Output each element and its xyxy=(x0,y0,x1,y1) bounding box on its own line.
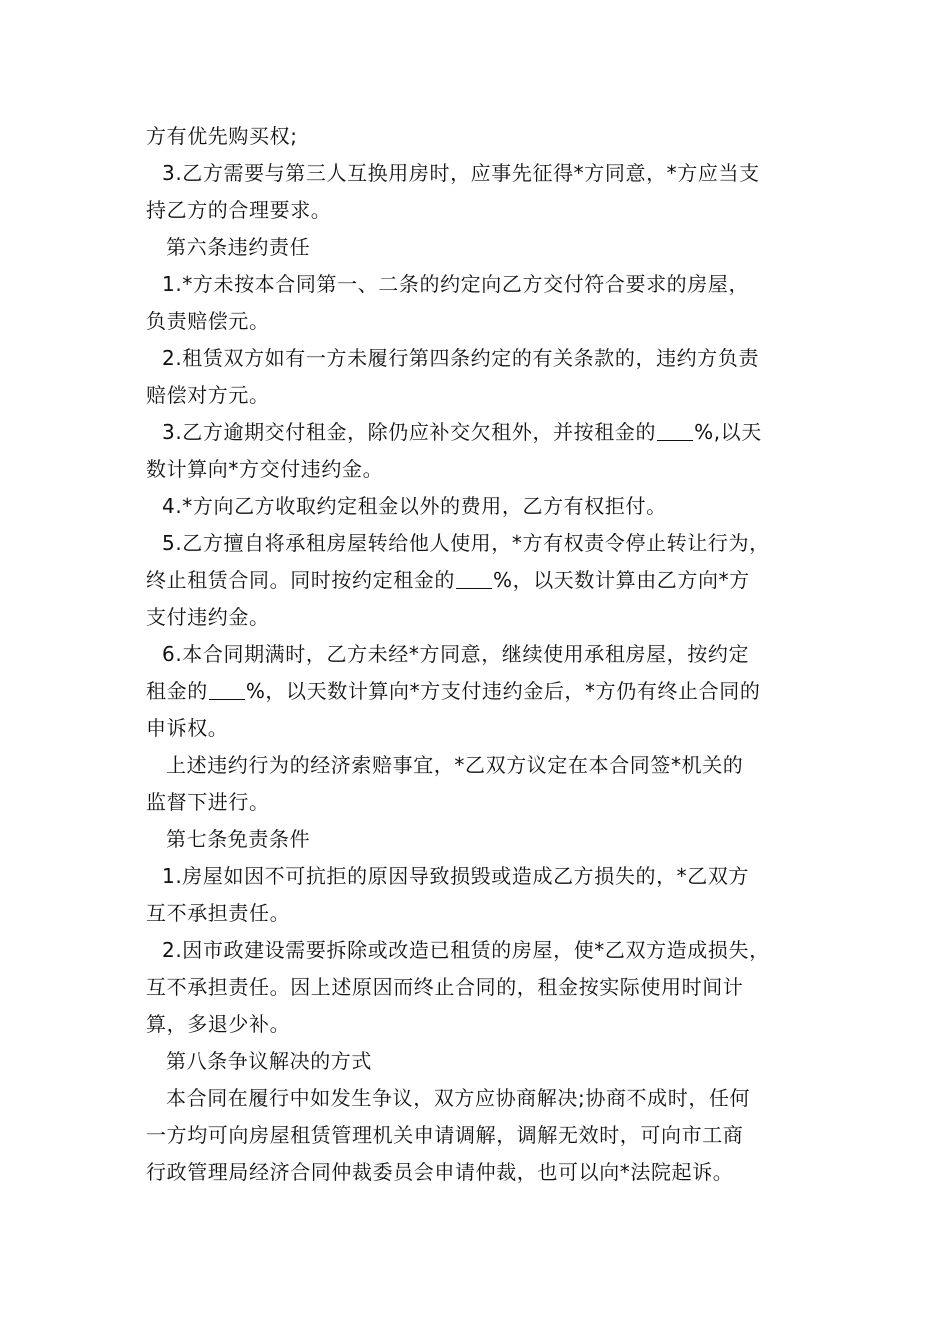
text-segment: 负责赔偿元。 xyxy=(146,309,270,333)
text-line xyxy=(146,747,810,784)
text-line xyxy=(146,266,810,303)
text-segment: 申诉权。 xyxy=(146,716,229,740)
text-segment: 第七条免责条件 xyxy=(166,827,311,851)
text-line xyxy=(146,599,810,636)
text-segment: 支付违约金。 xyxy=(146,605,270,629)
text-line xyxy=(146,229,810,266)
text-segment: 持乙方的合理要求。 xyxy=(146,198,332,222)
text-line xyxy=(146,1154,810,1191)
text-segment: 行政管理局经济合同仲裁委员会申请仲裁，也可以向*法院起诉。 xyxy=(146,1160,734,1184)
text-segment: 终止租赁合同。同时按约定租金的 xyxy=(146,568,455,592)
text-line xyxy=(146,377,810,414)
text-line xyxy=(146,858,810,895)
text-segment: %,以天 xyxy=(694,420,762,444)
text-segment: 本合同在履行中如发生争议，双方应协商解决;协商不成时，任何 xyxy=(166,1086,751,1110)
text-line xyxy=(146,118,810,155)
document-body xyxy=(146,118,810,1191)
text-segment: 租金的 xyxy=(146,679,208,703)
text-line xyxy=(146,784,810,821)
text-line xyxy=(146,1006,810,1043)
text-segment: 互不承担责任。因上述原因而终止合同的，租金按实际使用时间计 xyxy=(146,975,744,999)
text-segment: 监督下进行。 xyxy=(146,790,270,814)
text-line xyxy=(146,340,810,377)
text-line xyxy=(146,636,810,673)
text-segment: 方有优先购买权; xyxy=(146,124,298,148)
text-line xyxy=(146,414,810,451)
text-segment: 上述违约行为的经济索赔事宜，*乙双方议定在本合同签*机关的 xyxy=(166,753,744,777)
text-line xyxy=(146,562,810,599)
text-line xyxy=(146,451,810,488)
text-segment: 一方均可向房屋租赁管理机关申请调解，调解无效时，可向市工商 xyxy=(146,1123,744,1147)
text-line xyxy=(146,488,810,525)
text-line xyxy=(146,1080,810,1117)
text-line xyxy=(146,932,810,969)
text-segment: 4.*方向乙方收取约定租金以外的费用，乙方有权拒付。 xyxy=(162,494,667,518)
text-line xyxy=(146,303,810,340)
text-segment: 1.房屋如因不可抗拒的原因导致损毁或造成乙方损失的，*乙双方 xyxy=(162,864,750,888)
text-line xyxy=(146,895,810,932)
text-segment: 5.乙方擅自将承租房屋转给他人使用，*方有权责令停止转让行为， xyxy=(162,531,770,555)
text-segment: 数计算向*方交付违约金。 xyxy=(146,457,384,481)
text-segment: 互不承担责任。 xyxy=(146,901,291,925)
text-line xyxy=(146,525,810,562)
text-segment: 2.因市政建设需要拆除或改造已租赁的房屋，使*乙双方造成损失， xyxy=(162,938,770,962)
text-segment: 第六条违约责任 xyxy=(166,235,311,259)
text-line xyxy=(146,155,810,192)
text-segment: 算，多退少补。 xyxy=(146,1012,291,1036)
text-segment: 3.乙方需要与第三人互换用房时，应事先征得*方同意，*方应当支 xyxy=(162,161,760,185)
text-segment: 第八条争议解决的方式 xyxy=(166,1049,372,1073)
text-line xyxy=(146,673,810,710)
fill-in-blank xyxy=(657,422,693,441)
text-line xyxy=(146,1043,810,1080)
text-line xyxy=(146,969,810,1006)
text-line xyxy=(146,821,810,858)
text-segment: 3.乙方逾期交付租金，除仍应补交欠租外，并按租金的 xyxy=(162,420,657,444)
text-segment: %，以天数计算向*方支付违约金后，*方仍有终止合同的 xyxy=(245,679,761,703)
text-segment: 2.租赁双方如有一方未履行第四条约定的有关条款的，违约方负责 xyxy=(162,346,760,370)
text-segment: %，以天数计算由乙方向*方 xyxy=(493,568,750,592)
text-segment: 1.*方未按本合同第一、二条的约定向乙方交付符合要求的房屋， xyxy=(162,272,750,296)
text-line xyxy=(146,192,810,229)
text-segment: 赔偿对方元。 xyxy=(146,383,270,407)
text-line xyxy=(146,1117,810,1154)
fill-in-blank xyxy=(209,681,245,700)
fill-in-blank xyxy=(456,570,492,589)
text-line xyxy=(146,710,810,747)
text-segment: 6.本合同期满时，乙方未经*方同意，继续使用承租房屋，按约定 xyxy=(162,642,750,666)
